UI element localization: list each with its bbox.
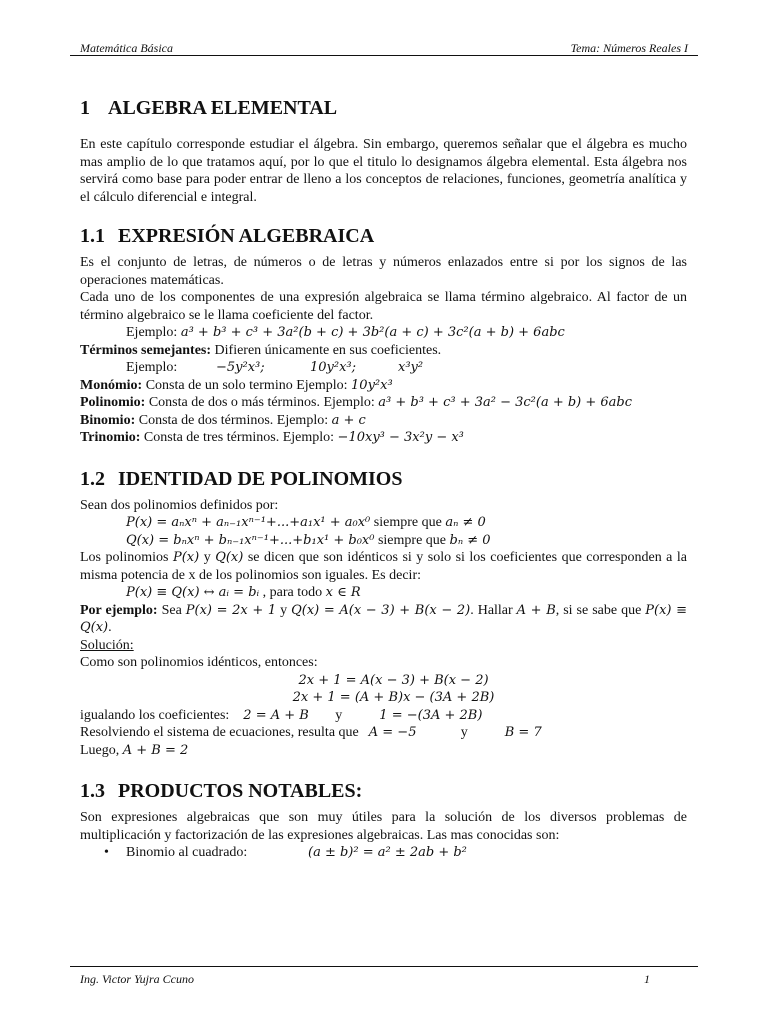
example-label: Ejemplo:: [126, 325, 181, 340]
p-of-x-expression: P(x) = aₙxⁿ + aₙ₋₁xⁿ⁻¹+...+a₁x¹ + a₀x⁰: [126, 515, 371, 530]
equation-1: [80, 672, 687, 690]
page-header: [80, 36, 688, 56]
example-text: . Hallar: [470, 602, 517, 618]
equivalence-text: , para todo: [259, 585, 326, 600]
monomial-expression: 10y²x³: [351, 377, 393, 393]
polynomial-p-definition: [80, 514, 687, 532]
products-paragraph: Son expresiones algebraicas que son muy útiles para la solución de los diversos problemas de multiplicación y factorización de las expresiones algebraicas. Las mas conocidas son:: [80, 810, 687, 843]
page-footer: [80, 972, 650, 987]
example-text: Sea: [157, 602, 186, 618]
binomial-expression: a + c: [331, 412, 366, 428]
solution-line: Como son polinomios idénticos, entonces:: [80, 655, 318, 670]
header-topic: Tema: Números Reales I: [570, 41, 688, 55]
conclusion-line: [80, 742, 687, 760]
equation-expression: 2x + 1 = (A + B)x − (3A + 2B): [292, 690, 495, 705]
q-of-x-expression: Q(x) = bₙxⁿ + bₙ₋₁xⁿ⁻¹+...+b₁x¹ + b₀x⁰: [126, 532, 375, 548]
binomial-label: Binomio:: [80, 412, 136, 428]
condition-text: siempre que: [374, 532, 450, 548]
monomial-line: [80, 377, 687, 395]
polynomial-label: Polinomio:: [80, 395, 146, 410]
q-of-x: Q(x): [215, 550, 244, 565]
example-text: y: [276, 602, 292, 618]
page-number: 1: [644, 972, 650, 986]
condition-text: siempre que: [370, 515, 446, 530]
conjunction: y: [335, 707, 343, 723]
example-paragraph: [80, 602, 687, 637]
section-1-1-heading: [80, 224, 687, 248]
section-1-3-heading: [80, 779, 687, 803]
example-text: , si se sabe que: [555, 602, 646, 618]
equation-expression: 2x + 1 = A(x − 3) + B(x − 2): [298, 672, 489, 688]
term-paragraph: Cada uno de los componentes de una expresión algebraica se llama término algebraico. Al factor de un término algebraico se le llama coeficiente del factor.: [80, 290, 687, 323]
footer-author: Ing. Victor Yujra Ccuno: [80, 972, 195, 986]
polynomial-line: [80, 394, 687, 412]
polynomial-expression: a³ + b³ + c³ + 3a² − 3c²(a + b) + 6abc: [378, 395, 633, 410]
section-1-paragraph: En este capítulo corresponde estudiar el álgebra. Sin embargo, queremos señalar que el álgebra es mucho mas amplio de lo que tratamos aquí, por lo que el titulo lo designamos álgebra elemental. Esta álgebra nos servirá como base para poder entrar de lleno a los conceptos de relaciones, funciones, geometría analítica y el cálculo diferencial e integral.: [80, 137, 687, 205]
footer-rule: [70, 966, 698, 967]
trinomial-line: [80, 429, 687, 447]
example-p: P(x) = 2x + 1: [185, 602, 277, 618]
equation-2: [80, 689, 687, 707]
solution-label: [80, 637, 687, 655]
similar-terms-label: Términos semejantes:: [80, 342, 212, 358]
section-number: 1.2: [80, 467, 105, 490]
example-sum: A + B: [516, 602, 556, 618]
section-number: 1.1: [80, 225, 105, 247]
identity-text: y: [199, 550, 216, 565]
example-label: Por ejemplo:: [80, 602, 158, 618]
conjunction: y: [460, 725, 468, 740]
condition-expression: aₙ ≠ 0: [445, 515, 486, 530]
trinomial-label: Trinomio:: [80, 430, 141, 445]
similar-terms-line: [80, 342, 687, 360]
section-title: PRODUCTOS NOTABLES:: [118, 780, 363, 802]
intro-line: Sean dos polinomios definidos por:: [80, 497, 279, 513]
result-text: Resolviendo el sistema de ecuaciones, resulta que: [80, 725, 359, 740]
example-similar-line: [80, 359, 687, 377]
monomial-label: Monómio:: [80, 377, 143, 393]
p-of-x: P(x): [172, 550, 200, 565]
coefficients-line: [80, 707, 687, 725]
polynomial-q-definition: [80, 532, 687, 550]
equivalence-expression: P(x) ≡ Q(x) ↔ aᵢ = bᵢ: [126, 585, 260, 600]
solution-heading: Solución:: [80, 637, 134, 653]
trinomial-text: Consta de tres términos. Ejemplo:: [140, 430, 338, 445]
similar-terms-text: Difieren únicamente en sus coeficientes.: [211, 342, 442, 358]
section-title: IDENTIDAD DE POLINOMIOS: [118, 467, 403, 490]
result-b: B = 7: [504, 725, 542, 740]
trinomial-expression: −10xy³ − 3x²y − x³: [337, 430, 464, 445]
document-body: [80, 96, 687, 862]
coefficient-equation-2: 1 = −(3A + 2B): [379, 707, 483, 723]
bullet-icon: •: [104, 845, 109, 860]
example-q: Q(x) = A(x − 3) + B(x − 2): [291, 602, 471, 618]
similar-term-1: −5y²x³;: [216, 360, 265, 375]
identity-text: Los polinomios: [80, 550, 173, 565]
list-item-expression: (a ± b)² = a² ± 2ab + b²: [308, 845, 467, 860]
section-1-heading: [80, 96, 687, 120]
conclusion-text: Luego,: [80, 742, 123, 758]
list-item-label: Binomio al cuadrado:: [126, 845, 248, 860]
identity-text: se dicen que son idénticos si y solo si los coeficientes que corresponden a la misma potencia de x de los polinomios son iguales. Es decir:: [80, 550, 687, 583]
binomial-text: Consta de dos términos. Ejemplo:: [135, 412, 332, 428]
section-title: EXPRESIÓN ALGEBRAICA: [118, 225, 375, 247]
example-expression: a³ + b³ + c³ + 3a²(b + c) + 3b²(a + c) + 3c²(a + b) + 6abc: [180, 325, 565, 340]
example-label: Ejemplo:: [126, 360, 178, 375]
binomial-line: [80, 412, 687, 430]
coefficients-text: igualando los coeficientes:: [80, 707, 230, 723]
polynomial-text: Consta de dos o más términos. Ejemplo:: [145, 395, 379, 410]
example-text: .: [108, 620, 112, 635]
section-title: ALGEBRA ELEMENTAL: [108, 97, 338, 119]
monomial-text: Consta de un solo termino Ejemplo:: [142, 377, 352, 393]
section-number: 1: [80, 97, 90, 119]
conclusion-expression: A + B = 2: [122, 742, 189, 758]
identity-equivalence: [80, 584, 687, 602]
definition-paragraph: Es el conjunto de letras, de números o de letras y números enlazados entre si por los signos de las operaciones matemáticas.: [80, 255, 687, 288]
similar-term-3: x³y²: [398, 360, 424, 375]
domain-expression: x ∈ R: [325, 585, 361, 600]
result-a: A = −5: [368, 725, 417, 740]
section-1-2-heading: [80, 467, 687, 491]
header-rule: [70, 55, 698, 56]
identity-paragraph: [80, 549, 687, 584]
result-line: [80, 724, 687, 742]
header-course: Matemática Básica: [80, 41, 173, 55]
example-equivalence: P(x) ≡ Q(x): [80, 602, 688, 635]
similar-term-2: 10y²x³;: [310, 360, 357, 375]
coefficient-equation-1: 2 = A + B: [243, 707, 309, 723]
section-number: 1.3: [80, 780, 105, 802]
example-line: [80, 324, 687, 342]
condition-expression: bₙ ≠ 0: [449, 532, 491, 548]
list-item: [80, 844, 687, 862]
